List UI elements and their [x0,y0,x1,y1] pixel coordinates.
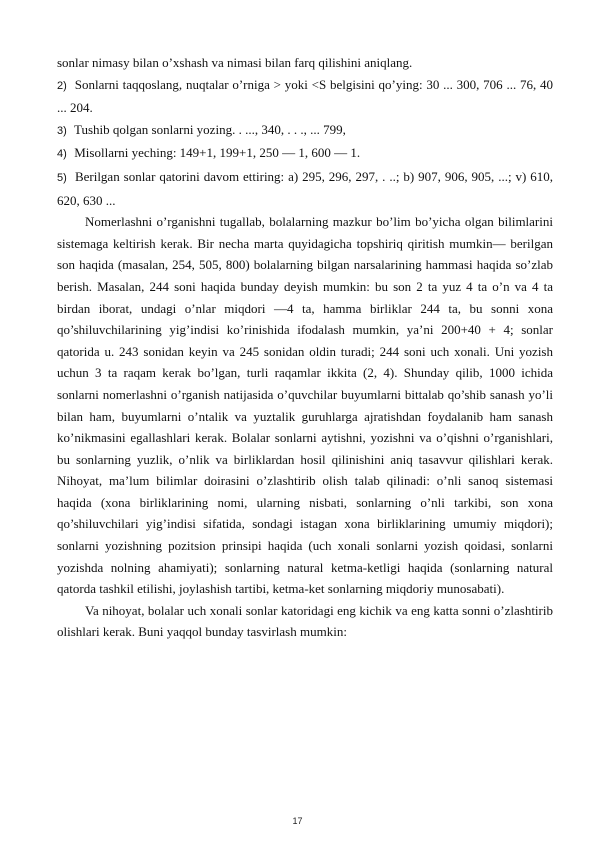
page-number: 17 [292,816,303,826]
list-text: Tushib qolgan sonlarni yozing. . ..., 340, . . ., ... 799, [74,121,346,137]
document-body [57,52,553,643]
list-item [57,166,553,211]
list-item [57,119,553,143]
list-number: 5) [57,171,67,184]
list-number: 3) [57,124,67,137]
list-item [57,142,553,166]
list-text: Berilgan sonlar qatorini davom ettiring: a) 295, 296, 297, . ..; b) 907, 906, 905, ...; v) 610, 620, 630 ... [57,168,553,208]
list-number: 4) [57,148,67,161]
text-line: sonlar nimasy bilan o’xshash va nimasi bilan farq qilishini aniqlang. [57,55,413,70]
list-item [57,74,553,119]
list-number: 2) [57,79,67,92]
paragraph: Nomerlashni o’rganishni tugallab, bolalarning mazkur bo’lim bo’yicha olgan bilimlarini sistemaga keltirish kerak. Bir necha marta quyidagicha topshiriq qiritish mumkin— berilgan son haqida (masalan, 254, 505, 800) bolalarning bilgan narsalarining hammasi haqida so’zlab berish. Masalan, 244 soni haqida bunday deyish mumkin: bu son 2 ta yuz 4 ta o’n va 4 ta birdan iborat, undagi o’nlar miqdori —4 ta, hamma birliklar 244 ta, bu sonni xona qo’shiluvchilarining yig’indisi ko’rinishida ifodalash mumkin, ya’ni 200+40 + 4; sonlar qatorida u. 243 sonidan keyin va 245 sonidan oldin turadi; 244 soni uch xonali. Uni yozish uchun 3 ta raqam kerak bo’lgan, turli raqamlar ikkita (2, 4). Shunday qilib, 1000 ichida sonlarni nomerlashni o’rganish natijasida o’quvchilar buyumlarni bittalab qo’shib sanash yo’li bilan ham, buyumlarni o’ntalik va yuztalik guruhlarga ajratishdan foydalanib ham sanash ko’nikmasini egallashlari kerak. Bolalar sonlarni aytishni, yozishni va o’qishni o’rganishlari, bu sonlarning yuzlik, o’nlik va birliklardan hosil qilinishini aniq tasavvur qilishlari kerak. Nihoyat, ma’lum bilimlar doirasini o’zlashtirib olish talab qilinadi: o’nli sanoq sistemasi haqida (xona birliklarining nomi, ularning nisbati, sonlarning o’nli tarkibi, son xona qo’shiluvchilari yig’indisi sifatida, sondagi istagan xona birliklarining umumiy miqdori); sonlarni yozishning pozitsion prinsipi haqida (uch xonali sonlarni yozish qoidasi, sonlarni yozishda nolning ahamiyati); sonlarning natural ketma-ketligi haqida (sonlarning natural qatorda tashkil etilishi, joylashish tartibi, ketma-ket sonlarning miqdoriy munosabati). [57,214,553,597]
paragraph: Va nihoyat, bolalar uch xonali sonlar katoridagi eng kichik va eng katta sonni o’zlashtirib olishlari kerak. Buni yaqqol bunday tasvirlash mumkin: [57,602,553,640]
list-text: Sonlarni taqqoslang, nuqtalar o’rniga > yoki <S belgisini qo’ying: 30 ... 300, 706 ... 76, 40 ... 204. [57,76,554,116]
list-text: Misollarni yeching: 149+1, 199+1, 250 — 1, 600 — 1. [74,145,361,161]
